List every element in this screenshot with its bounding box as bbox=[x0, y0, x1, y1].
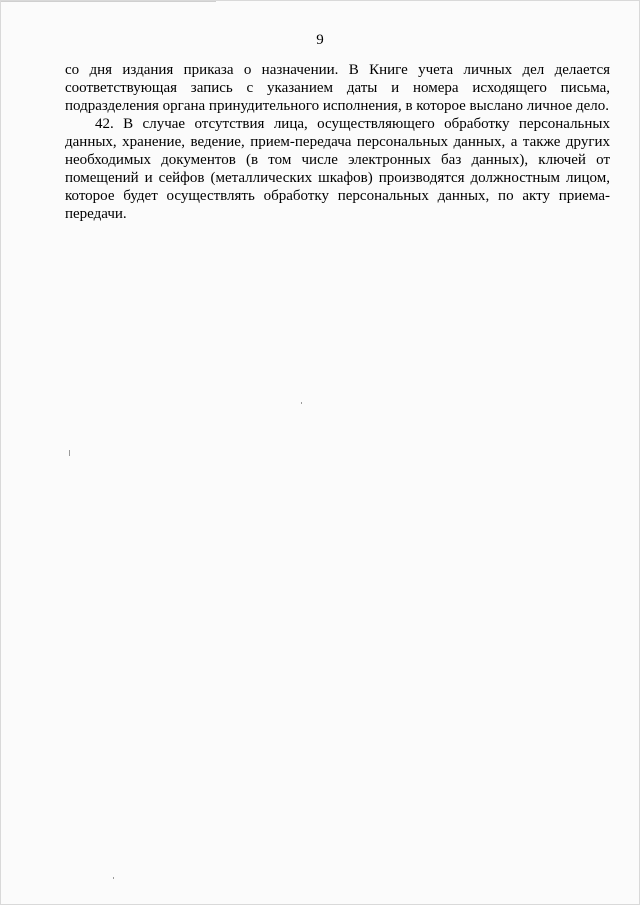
paragraph-continuation: со дня издания приказа о назначении. В Книге учета личных дел делается соответствующая запись с указанием даты и номера исходящего письма, подразделения органа принудительного исполнения, в которое выслано личное дело. bbox=[65, 62, 610, 114]
body-text bbox=[65, 61, 610, 223]
paragraph-42: 42. В случае отсутствия лица, осуществляющего обработку персональных данных, хранение, ведение, прием-передача персональных данных, а также других необходимых документов (в том числе электронных баз данных), ключей от помещений и сейфов (металлических шкафов) производятся должностным лицом, которое будет осуществлять обработку персональных данных, по акту приема-передачи. bbox=[65, 116, 610, 222]
scan-artifact bbox=[69, 450, 70, 456]
scan-edge-line bbox=[1, 1, 216, 2]
scan-artifact bbox=[301, 402, 302, 404]
page-number: 9 bbox=[316, 32, 324, 48]
scan-artifact bbox=[113, 877, 114, 879]
